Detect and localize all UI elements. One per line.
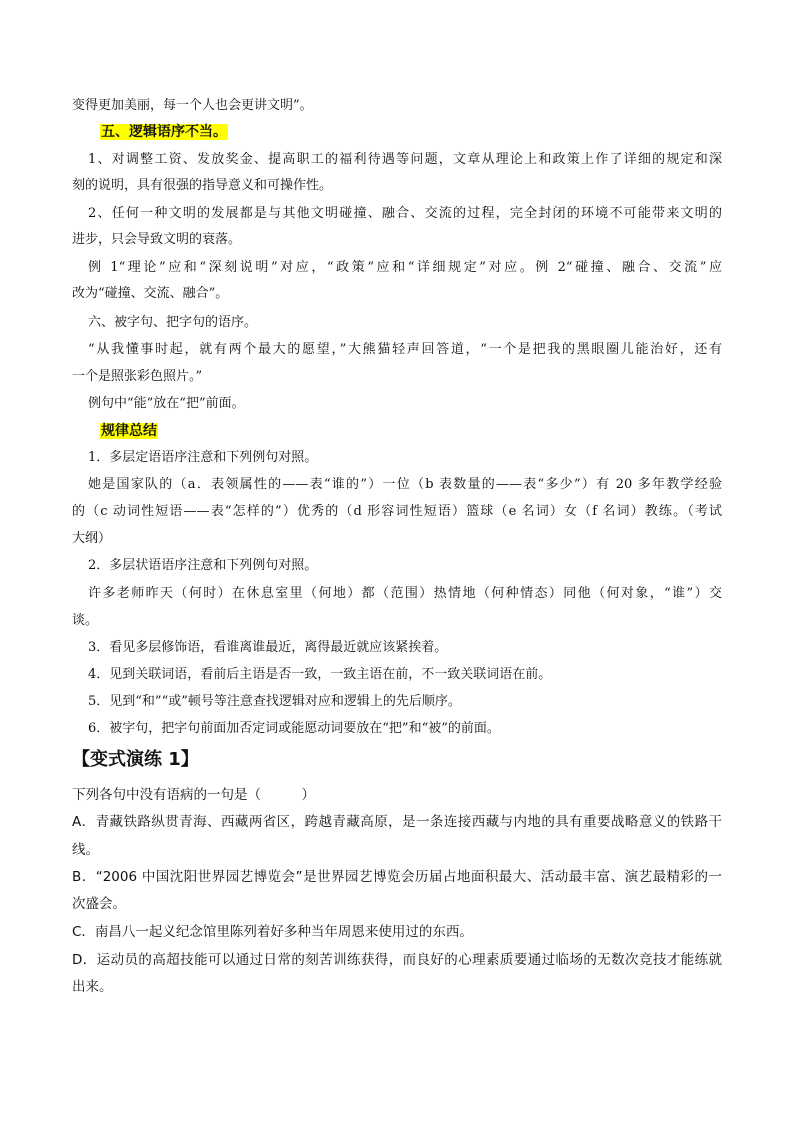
highlighted-heading: 五、逻辑语序不当。 [101, 124, 227, 140]
paragraph-line: 变得更加美丽，每一个人也会更讲文明”。 [72, 98, 313, 113]
rule-line: 2．多层状语语序注意和下列例句对照。 [88, 558, 318, 573]
option-c: C．南昌八一起义纪念馆里陈列着好多种当年周恩来使用过的东西。 [72, 924, 473, 940]
question-stem: 下列各句中没有语病的一句是（ ） [72, 787, 315, 803]
paragraph-line: 1、对调整工资、发放奖金、提高职工的福利待遇等问题，文章从理论上和政策上作了详细的规定和深 [88, 152, 722, 167]
paragraph-line: 许多老师昨天（何时）在休息室里（何地）都（范围）热情地（何种情态）同他（何对象，“谁”）交 [88, 586, 722, 601]
paragraph-line: 刻的说明，具有很强的指导意义和可操作性。 [72, 178, 333, 193]
highlighted-heading: 规律总结 [101, 423, 157, 439]
option-d: D．运动员的高超技能可以通过日常的刻苦训练获得，而良好的心理素质要通过临场的无数次竞技才能练就 [72, 952, 722, 968]
section-heading-6: 六、被字句、把字句的语序。 [88, 315, 258, 330]
summary-heading [100, 422, 158, 440]
paragraph-line: 大纲） [72, 531, 112, 546]
paragraph-line: “从我懂事时起，就有两个最大的愿望，”大熊猫轻声回答道，“一个是把我的黑眼圈儿能治好，还有 [88, 342, 722, 357]
option-b-cont: 次盛会。 [72, 896, 126, 912]
option-a-cont: 线。 [72, 842, 99, 858]
rule-line: 6．被字句，把字句前面加否定词或能愿动词要放在“把”和“被”的前面。 [88, 721, 500, 736]
paragraph-line: 一个是照张彩色照片。” [72, 369, 203, 384]
option-b: B．“2006 中国沈阳世界园艺博览会”是世界园艺博览会历届占地面积最大、活动最丰富、演艺最精彩的一 [72, 869, 722, 885]
rule-line: 1．多层定语语序注意和下列例句对照。 [88, 450, 318, 465]
paragraph-line: 进步，只会导致文明的衰落。 [72, 232, 242, 247]
section-heading-5 [100, 123, 228, 141]
paragraph-line: 她是国家队的（a．表领属性的——表“谁的”）一位（b 表数量的——表“多少”）有 20 多年教学经验 [88, 477, 722, 492]
rule-line: 5．见到“和”“或”顿号等注意查找逻辑对应和逻辑上的先后顺序。 [88, 694, 461, 709]
rule-line: 4．见到关联词语，看前后主语是否一致，一致主语在前，不一致关联词语在前。 [88, 667, 552, 682]
rule-line: 3．看见多层修饰语，看谁离谁最近，离得最近就应该紧挨着。 [88, 640, 448, 655]
paragraph-line: 例 1“理论”应和“深刻说明”对应，“政策”应和“详细规定”对应。例 2“碰撞、融合、交流”应 [88, 260, 722, 275]
exercise-title: 【变式演练 1】 [72, 749, 199, 770]
option-a: A．青藏铁路纵贯青海、西藏两省区，跨越青藏高原，是一条连接西藏与内地的具有重要战略意义的铁路干 [72, 814, 722, 830]
paragraph-line: 的（c 动词性短语——表“怎样的”）优秀的（d 形容词性短语）篮球（e 名词）女（f 名词）教练。（考试 [72, 504, 722, 519]
option-d-cont: 出来。 [72, 979, 113, 995]
paragraph-line: 谈。 [72, 613, 99, 628]
paragraph-line: 改为“碰撞、交流、融合”。 [72, 286, 229, 301]
paragraph-line: 例句中“能”放在“把”前面。 [88, 396, 245, 411]
paragraph-line: 2、任何一种文明的发展都是与其他文明碰撞、融合、交流的过程，完全封闭的环境不可能带来文明的 [88, 206, 722, 221]
